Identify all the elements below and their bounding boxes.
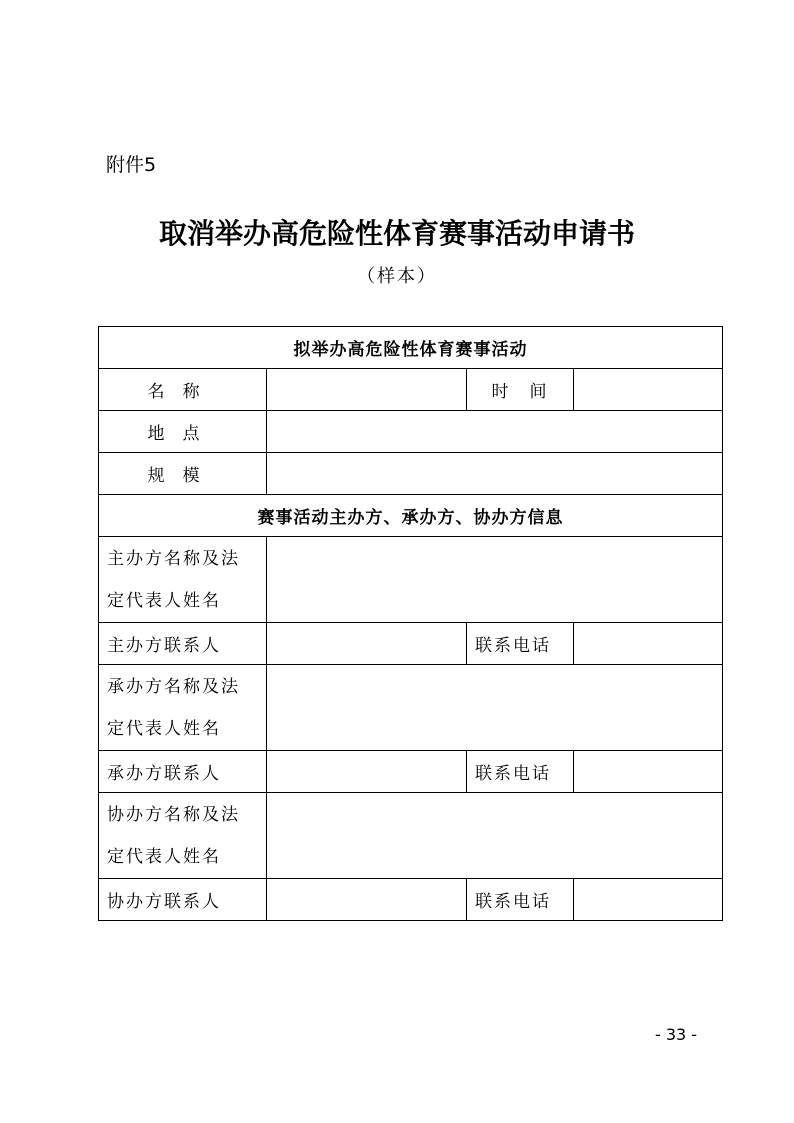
place-label: 地点 xyxy=(99,411,267,453)
name-label: 名称 xyxy=(99,369,267,411)
co-phone-field[interactable] xyxy=(574,879,723,921)
page-number: - 33 - xyxy=(655,1025,698,1044)
attachment-label: 附件5 xyxy=(106,154,157,176)
table-row-place xyxy=(99,411,723,453)
scale-field[interactable] xyxy=(267,453,723,495)
host-name-label: 主办方名称及法定代表人姓名 xyxy=(99,537,267,623)
name-field[interactable] xyxy=(267,369,467,411)
section-row-event xyxy=(99,327,723,369)
table-row-co-contact xyxy=(99,879,723,921)
co-phone-label: 联系电话 xyxy=(467,879,574,921)
organizer-name-label: 承办方名称及法定代表人姓名 xyxy=(99,665,267,751)
place-field[interactable] xyxy=(267,411,723,453)
table-row-host-name xyxy=(99,537,723,623)
host-contact-label: 主办方联系人 xyxy=(99,623,267,665)
document-title: 取消举办高危险性体育赛事活动申请书 xyxy=(158,217,635,250)
host-contact-field[interactable] xyxy=(267,623,467,665)
table-row-co-name xyxy=(99,793,723,879)
time-field[interactable] xyxy=(574,369,723,411)
organizer-contact-label: 承办方联系人 xyxy=(99,751,267,793)
table-row-organizer-contact xyxy=(99,751,723,793)
section-row-parties xyxy=(99,495,723,537)
organizer-contact-field[interactable] xyxy=(267,751,467,793)
host-phone-field[interactable] xyxy=(574,623,723,665)
section-header-parties: 赛事活动主办方、承办方、协办方信息 xyxy=(99,495,723,537)
organizer-phone-label: 联系电话 xyxy=(467,751,574,793)
table-row-organizer-name xyxy=(99,665,723,751)
organizer-phone-field[interactable] xyxy=(574,751,723,793)
host-name-field[interactable] xyxy=(267,537,723,623)
table-row-host-contact xyxy=(99,623,723,665)
organizer-name-field[interactable] xyxy=(267,665,723,751)
time-label: 时 间 xyxy=(467,369,574,411)
co-contact-label: 协办方联系人 xyxy=(99,879,267,921)
table-row-name xyxy=(99,369,723,411)
host-phone-label: 联系电话 xyxy=(467,623,574,665)
application-form-table xyxy=(98,326,723,921)
co-name-label: 协办方名称及法定代表人姓名 xyxy=(99,793,267,879)
co-contact-field[interactable] xyxy=(267,879,467,921)
scale-label: 规模 xyxy=(99,453,267,495)
table-row-scale xyxy=(99,453,723,495)
document-subtitle: （样本） xyxy=(357,266,437,287)
co-name-field[interactable] xyxy=(267,793,723,879)
section-header-event: 拟举办高危险性体育赛事活动 xyxy=(99,327,723,369)
